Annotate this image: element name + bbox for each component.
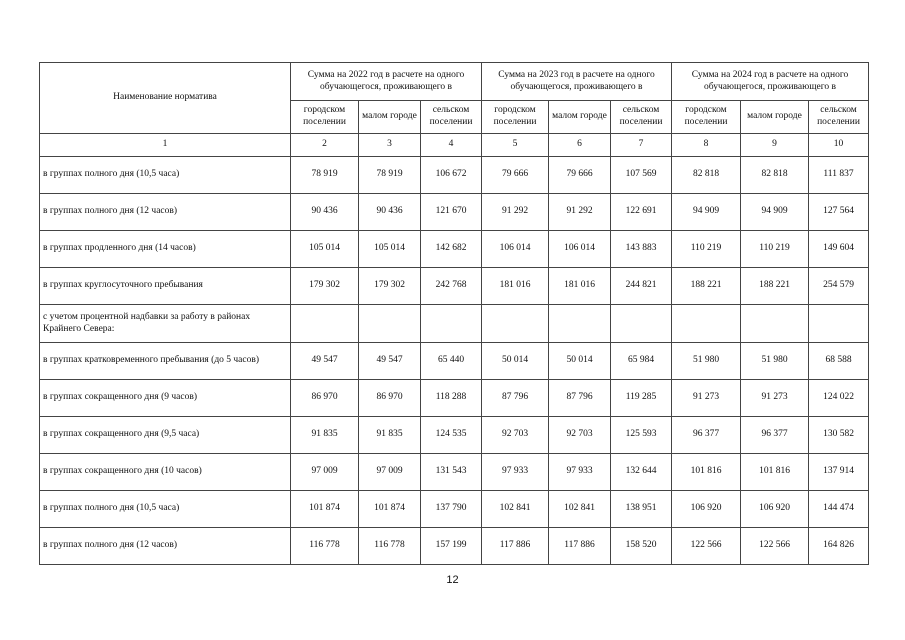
value-cell: 101 874	[359, 491, 421, 528]
subheader-urban: городском поселении	[672, 101, 741, 134]
value-cell: 122 566	[672, 528, 741, 565]
value-cell: 106 920	[672, 491, 741, 528]
value-cell: 102 841	[549, 491, 611, 528]
value-cell: 242 768	[421, 268, 482, 305]
value-cell: 91 273	[672, 380, 741, 417]
column-number: 9	[741, 134, 809, 157]
table-row	[40, 157, 869, 194]
value-cell: 68 588	[809, 343, 869, 380]
row-name: с учетом процентной надбавки за работу в районах Крайнего Севера:	[40, 305, 291, 343]
value-cell: 97 009	[359, 454, 421, 491]
table-row	[40, 231, 869, 268]
subheader-rural: сельском поселении	[611, 101, 672, 134]
value-cell: 132 644	[611, 454, 672, 491]
value-cell: 127 564	[809, 194, 869, 231]
value-cell: 137 914	[809, 454, 869, 491]
value-cell: 97 933	[549, 454, 611, 491]
value-cell	[482, 305, 549, 343]
value-cell: 65 440	[421, 343, 482, 380]
row-name: в группах сокращенного дня (9,5 часа)	[40, 417, 291, 454]
value-cell: 157 199	[421, 528, 482, 565]
table-row	[40, 417, 869, 454]
value-cell: 143 883	[611, 231, 672, 268]
value-cell: 111 837	[809, 157, 869, 194]
row-name: в группах полного дня (10,5 часа)	[40, 157, 291, 194]
table-row	[40, 528, 869, 565]
table-row	[40, 305, 869, 343]
subheader-small-town: малом городе	[359, 101, 421, 134]
norm-table	[39, 62, 869, 565]
value-cell: 158 520	[611, 528, 672, 565]
value-cell: 101 874	[291, 491, 359, 528]
value-cell: 137 790	[421, 491, 482, 528]
value-cell: 92 703	[482, 417, 549, 454]
value-cell: 101 816	[741, 454, 809, 491]
table-row	[40, 380, 869, 417]
value-cell: 254 579	[809, 268, 869, 305]
row-name: в группах продленного дня (14 часов)	[40, 231, 291, 268]
value-cell: 79 666	[482, 157, 549, 194]
value-cell: 131 543	[421, 454, 482, 491]
header-row-groups	[40, 63, 869, 101]
value-cell: 91 273	[741, 380, 809, 417]
value-cell: 94 909	[672, 194, 741, 231]
subheader-rural: сельском поселении	[421, 101, 482, 134]
value-cell: 97 009	[291, 454, 359, 491]
value-cell: 181 016	[482, 268, 549, 305]
value-cell: 101 816	[672, 454, 741, 491]
subheader-small-town: малом городе	[741, 101, 809, 134]
value-cell: 49 547	[359, 343, 421, 380]
column-number: 10	[809, 134, 869, 157]
value-cell: 188 221	[672, 268, 741, 305]
row-name: в группах кратковременного пребывания (до 5 часов)	[40, 343, 291, 380]
value-cell: 79 666	[549, 157, 611, 194]
value-cell: 181 016	[549, 268, 611, 305]
value-cell: 164 826	[809, 528, 869, 565]
subheader-urban: городском поселении	[482, 101, 549, 134]
value-cell	[809, 305, 869, 343]
value-cell: 117 886	[549, 528, 611, 565]
row-name: в группах круглосуточного пребывания	[40, 268, 291, 305]
value-cell: 82 818	[672, 157, 741, 194]
value-cell: 122 566	[741, 528, 809, 565]
table-row	[40, 454, 869, 491]
value-cell: 116 778	[359, 528, 421, 565]
value-cell: 188 221	[741, 268, 809, 305]
column-number: 5	[482, 134, 549, 157]
table-body	[40, 157, 869, 565]
value-cell: 105 014	[359, 231, 421, 268]
subheader-rural: сельском поселении	[809, 101, 869, 134]
value-cell: 110 219	[741, 231, 809, 268]
value-cell: 124 022	[809, 380, 869, 417]
table-row	[40, 268, 869, 305]
name-column-header: Наименование норматива	[40, 63, 291, 134]
row-name: в группах сокращенного дня (9 часов)	[40, 380, 291, 417]
subheader-urban: городском поселении	[291, 101, 359, 134]
header-row-column-numbers	[40, 134, 869, 157]
value-cell: 86 970	[359, 380, 421, 417]
value-cell: 138 951	[611, 491, 672, 528]
value-cell: 97 933	[482, 454, 549, 491]
row-name: в группах сокращенного дня (10 часов)	[40, 454, 291, 491]
column-number: 7	[611, 134, 672, 157]
value-cell: 110 219	[672, 231, 741, 268]
value-cell: 96 377	[672, 417, 741, 454]
value-cell: 87 796	[482, 380, 549, 417]
value-cell: 90 436	[359, 194, 421, 231]
value-cell: 86 970	[291, 380, 359, 417]
row-name: в группах полного дня (12 часов)	[40, 194, 291, 231]
value-cell: 50 014	[482, 343, 549, 380]
value-cell: 78 919	[291, 157, 359, 194]
group-header-2024: Сумма на 2024 год в расчете на одного обучающегося, проживающего в	[672, 63, 869, 101]
value-cell: 82 818	[741, 157, 809, 194]
value-cell: 87 796	[549, 380, 611, 417]
value-cell: 142 682	[421, 231, 482, 268]
group-header-2023: Сумма на 2023 год в расчете на одного обучающегося, проживающего в	[482, 63, 672, 101]
value-cell: 179 302	[359, 268, 421, 305]
value-cell	[741, 305, 809, 343]
value-cell: 94 909	[741, 194, 809, 231]
value-cell: 124 535	[421, 417, 482, 454]
value-cell: 106 014	[482, 231, 549, 268]
value-cell: 65 984	[611, 343, 672, 380]
value-cell: 122 691	[611, 194, 672, 231]
value-cell: 50 014	[549, 343, 611, 380]
value-cell: 179 302	[291, 268, 359, 305]
column-number: 8	[672, 134, 741, 157]
value-cell: 51 980	[672, 343, 741, 380]
table-row	[40, 491, 869, 528]
value-cell	[672, 305, 741, 343]
value-cell: 91 835	[291, 417, 359, 454]
value-cell: 90 436	[291, 194, 359, 231]
value-cell: 244 821	[611, 268, 672, 305]
value-cell: 116 778	[291, 528, 359, 565]
value-cell: 130 582	[809, 417, 869, 454]
value-cell: 91 835	[359, 417, 421, 454]
value-cell: 125 593	[611, 417, 672, 454]
value-cell: 91 292	[482, 194, 549, 231]
value-cell: 106 014	[549, 231, 611, 268]
column-number: 6	[549, 134, 611, 157]
page-number: 12	[446, 574, 459, 586]
table-row	[40, 194, 869, 231]
value-cell: 78 919	[359, 157, 421, 194]
value-cell: 49 547	[291, 343, 359, 380]
value-cell	[359, 305, 421, 343]
value-cell: 92 703	[549, 417, 611, 454]
subheader-small-town: малом городе	[549, 101, 611, 134]
value-cell: 106 672	[421, 157, 482, 194]
value-cell	[549, 305, 611, 343]
row-name: в группах полного дня (10,5 часа)	[40, 491, 291, 528]
value-cell: 51 980	[741, 343, 809, 380]
value-cell: 118 288	[421, 380, 482, 417]
value-cell: 121 670	[421, 194, 482, 231]
row-name: в группах полного дня (12 часов)	[40, 528, 291, 565]
value-cell: 107 569	[611, 157, 672, 194]
column-number: 2	[291, 134, 359, 157]
table-row	[40, 343, 869, 380]
column-number: 3	[359, 134, 421, 157]
value-cell: 96 377	[741, 417, 809, 454]
group-header-2022: Сумма на 2022 год в расчете на одного обучающегося, проживающего в	[291, 63, 482, 101]
value-cell: 149 604	[809, 231, 869, 268]
value-cell: 144 474	[809, 491, 869, 528]
value-cell	[291, 305, 359, 343]
value-cell: 91 292	[549, 194, 611, 231]
value-cell: 105 014	[291, 231, 359, 268]
value-cell: 119 285	[611, 380, 672, 417]
value-cell	[611, 305, 672, 343]
value-cell: 106 920	[741, 491, 809, 528]
column-number: 4	[421, 134, 482, 157]
column-number: 1	[40, 134, 291, 157]
value-cell	[421, 305, 482, 343]
value-cell: 117 886	[482, 528, 549, 565]
value-cell: 102 841	[482, 491, 549, 528]
